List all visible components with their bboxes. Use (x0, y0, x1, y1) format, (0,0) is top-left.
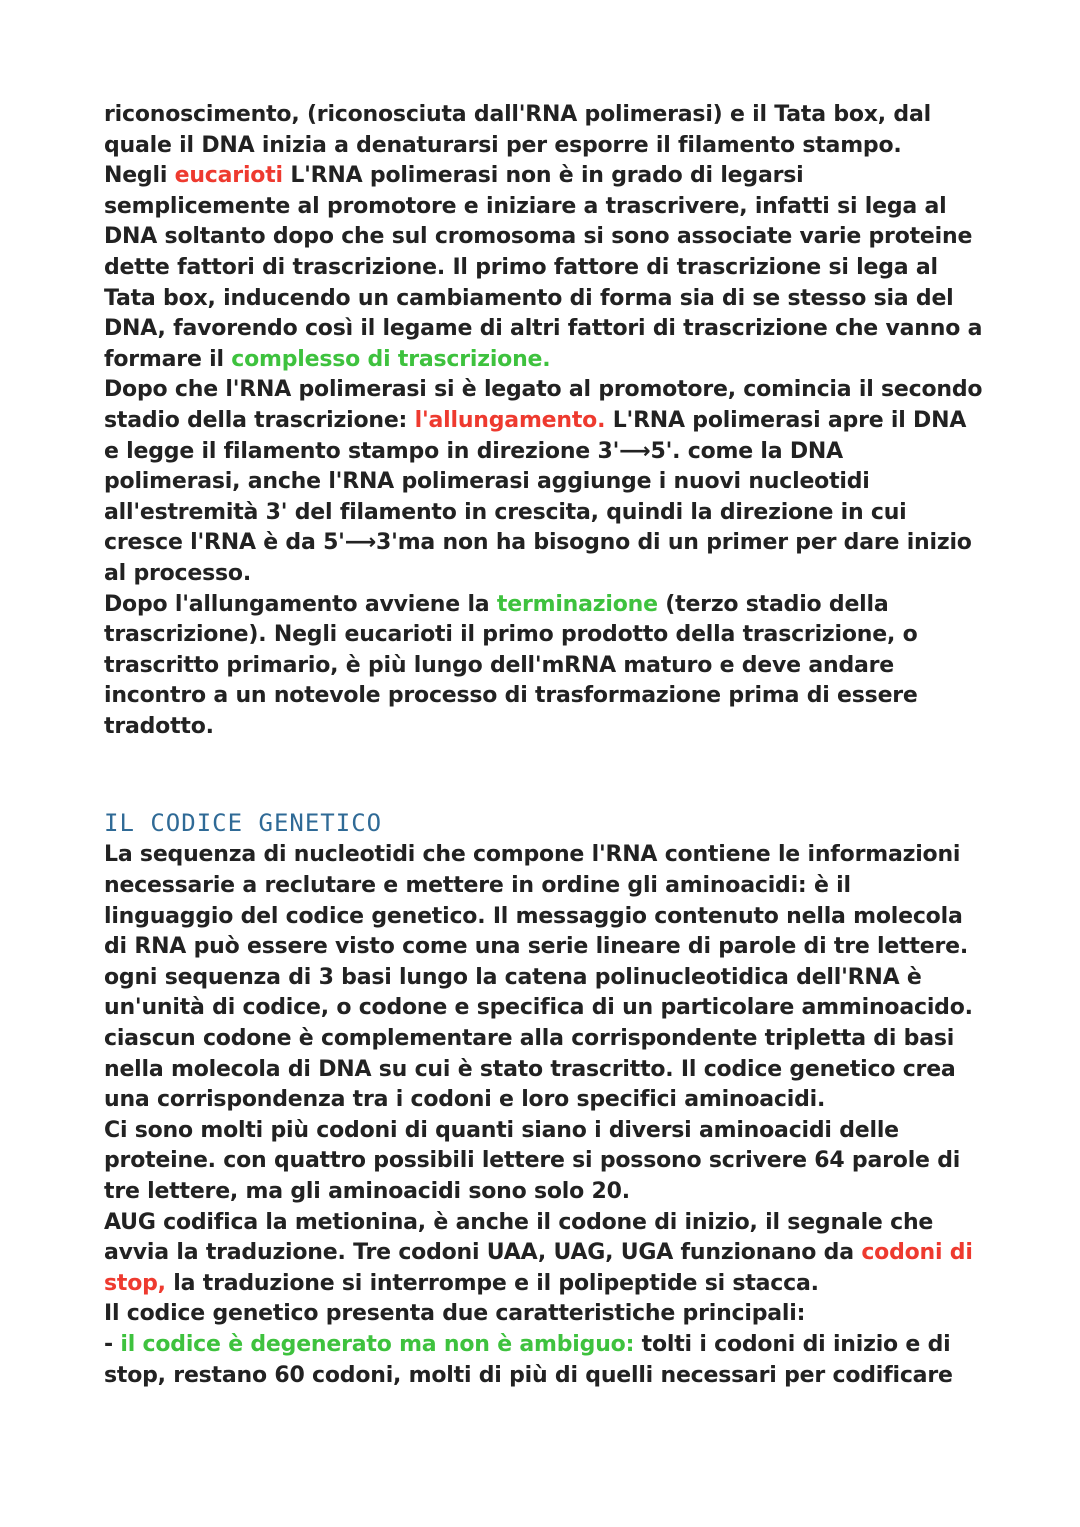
highlight-terminazione: terminazione (496, 591, 658, 617)
text: - (104, 1331, 121, 1357)
text: Dopo l'allungamento avviene la (104, 591, 497, 617)
note-page (104, 100, 984, 1391)
text: L'RNA polimerasi non è in grado di legarsi semplicemente al promotore e iniziare a trascrivere, infatti si lega al DNA soltanto dopo che sul cromosoma si sono associate varie proteine dette fattori di trascrizione. Il primo fattore di trascrizione si lega al Tata box, inducendo un cambiamento di forma sia di se stesso sia del DNA, favorendo così il legame di altri fattori di trascrizione che vanno a formare il (104, 163, 983, 372)
highlight-degenerato: il codice è degenerato ma non è ambiguo: (120, 1331, 635, 1357)
paragraph-genetic-code (104, 840, 984, 1391)
text: riconoscimento, (riconosciuta dall'RNA polimerasi) e il Tata box, dal quale il DNA inizia a denaturarsi per esporre il filamento stampo. (104, 102, 931, 158)
paragraph-rna-polymerase (104, 100, 984, 742)
text: tolti i codoni di inizio e di stop, restano 60 codoni, molti di più di quelli necessari per codificare (104, 1331, 953, 1388)
section-heading: IL CODICE GENETICO (104, 809, 383, 838)
text: AUG codifica la metionina, è anche il codone di inizio, il segnale che avvia la traduzione. Tre codoni UAA, UAG, UGA funzionano da (104, 1209, 934, 1266)
highlight-allungamento: l'allungamento. (414, 407, 606, 433)
text: Il codice genetico presenta due caratteristiche principali: (104, 1301, 806, 1327)
text: La sequenza di nucleotidi che compone l'RNA contiene le informazioni necessarie a reclutare e mettere in ordine gli aminoacidi: è il linguaggio del codice genetico. Il messaggio contenuto nella molecola di RNA può essere visto come una serie lineare di parole di tre lettere. ogni sequenza di 3 basi lungo la catena polinucleotidica dell'RNA è un'unità di codice, o codone e specifica di un particolare amminoacido. ciascun codone è complementare alla corrispondente tripletta di basi nella molecola di DNA su cui è stato trascritto. Il codice genetico crea una corrispondenza tra i codoni e loro specifici aminoacidi. (104, 842, 973, 1113)
highlight-complesso-trascrizione: complesso di trascrizione. (231, 346, 551, 372)
text: Dopo che l'RNA polimerasi si è legato al promotore, comincia il secondo stadio della trascrizione: (104, 377, 983, 433)
highlight-eucarioti: eucarioti (174, 163, 283, 189)
highlight-codoni-stop: codoni di stop, (104, 1240, 973, 1296)
text: Negli (104, 163, 175, 189)
text: Ci sono molti più codoni di quanti siano i diversi aminoacidi delle proteine. con quattro possibili lettere si possono scrivere 64 parole di tre lettere, ma gli aminoacidi sono solo 20. (104, 1117, 961, 1204)
text: (terzo stadio della trascrizione). Negli eucarioti il primo prodotto della trascrizione, o trascritto primario, è più lungo dell'mRNA maturo e deve andare incontro a un notevole processo di trasformazione prima di essere tradotto. (104, 591, 918, 739)
text: la traduzione si interrompe e il polipeptide si stacca. (165, 1270, 819, 1296)
text: L'RNA polimerasi apre il DNA e legge il filamento stampo in direzione 3'⟶5'. come la DNA polimerasi, anche l'RNA polimerasi aggiunge i nuovi nucleotidi all'estremità 3' del filamento in crescita, quindi la direzione in cui cresce l'RNA è da 5'⟶3'ma non ha bisogno di un primer per dare inizio al processo. (104, 407, 972, 586)
